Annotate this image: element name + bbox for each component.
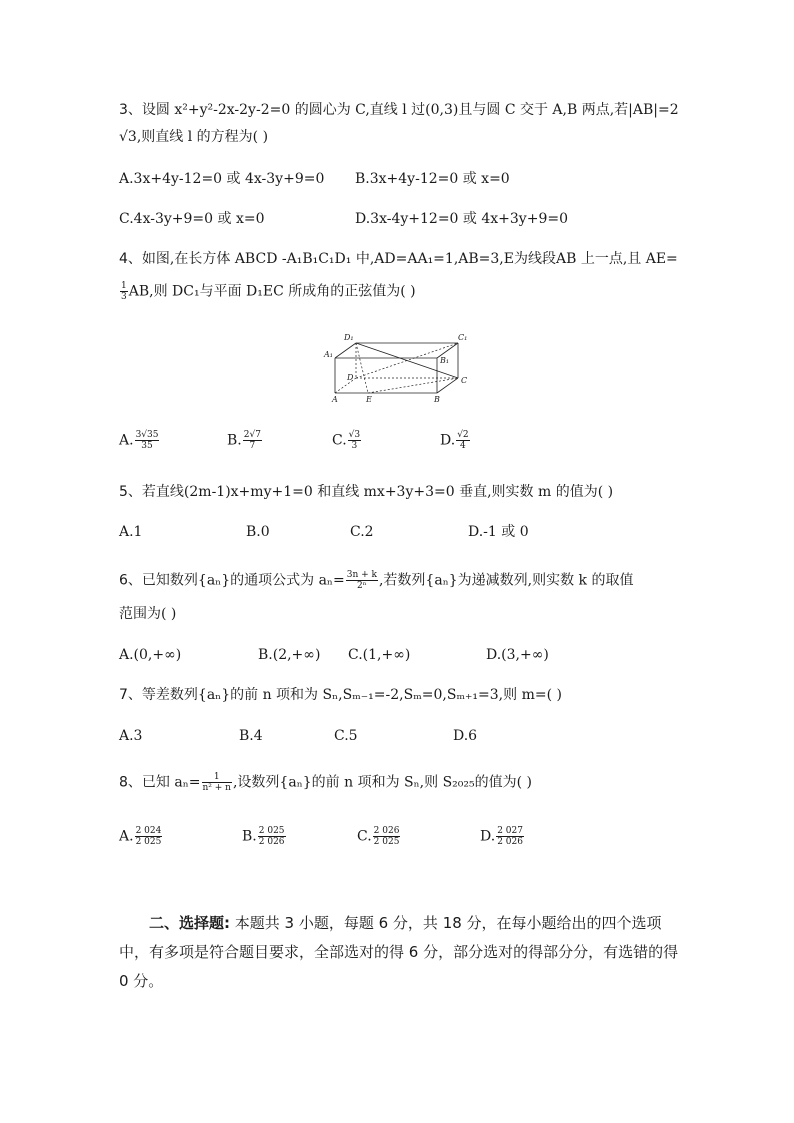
q8-option-b[interactable]: B. $\frac{2 025}{2 026}$	[242, 826, 285, 847]
q7-line1	[119, 686, 562, 704]
q4-number: 4、	[119, 251, 142, 267]
q8-option-c[interactable]: C. $\frac{2 026}{2 025}$	[357, 826, 400, 847]
q4-stem-2: AB,则 DC₁与平面 D₁EC 所成角的正弦值为( )	[128, 283, 416, 300]
q5-option-d[interactable]: D.-1 或 0	[468, 524, 529, 540]
q8-fraction: $\frac{1}{\text{n² + n}}$	[202, 772, 231, 793]
q6-stem-b: ,若数列{aₙ}为递减数列,则实数 k 的取值	[378, 572, 634, 589]
label-c1: C₁	[458, 333, 468, 342]
q5-option-b[interactable]: B.0	[246, 524, 270, 540]
q6-option-d[interactable]: D.(3,+∞)	[486, 647, 549, 663]
label-b: B	[434, 395, 440, 404]
q7-option-d[interactable]: D.6	[453, 728, 478, 744]
q3-stem-2: √3,则直线 l 的方程为( )	[119, 129, 269, 145]
label-c: C	[461, 376, 468, 385]
q7-option-b[interactable]: B.4	[239, 728, 263, 744]
q8-stem-b: ,设数列{aₙ}的前 n 项和为 Sₙ,则 S₂₀₂₅的值为( )	[232, 774, 532, 791]
q7-stem: 等差数列{aₙ}的前 n 项和为 Sₙ,Sₘ₋₁=-2,Sₘ=0,Sₘ₊₁=3,则 m=( )	[141, 687, 562, 703]
q4-line1	[119, 250, 678, 268]
q5-number: 5、	[119, 484, 142, 500]
q6-option-b[interactable]: B.(2,+∞)	[258, 647, 321, 663]
q4-line2	[119, 281, 416, 302]
q6-option-c[interactable]: C.(1,+∞)	[348, 647, 411, 663]
section-2-instructions	[119, 909, 679, 996]
q3-stem-1: 设圆 x²+y²-2x-2y-2=0 的圆心为 C,直线 l 过(0,3)且与圆 C 交于 A,B 两点,若|AB|=2	[141, 102, 679, 118]
q4-option-c[interactable]: C. $\frac{√3}{3}$	[332, 430, 361, 451]
q8-option-a[interactable]: A. $\frac{2 024}{2 025}$	[119, 826, 162, 847]
q6-number: 6、	[119, 572, 142, 589]
q3-option-c[interactable]: C.4x-3y+9=0 或 x=0	[119, 211, 265, 227]
q4-stem-1: 如图,在长方体 ABCD -A₁B₁C₁D₁ 中,AD=AA₁=1,AB=3,E为线段AB 上一点,且 AE=	[141, 251, 678, 267]
q6-fraction: $\frac{3n + k}{\text{2ⁿ}}$	[346, 570, 377, 591]
q3-option-b[interactable]: B.3x+4y-12=0 或 x=0	[355, 171, 510, 187]
q5-option-c[interactable]: C.2	[350, 524, 374, 540]
q7-option-a[interactable]: A.3	[119, 728, 143, 744]
q4-option-d[interactable]: D. $\frac{√2}{4}$	[440, 430, 469, 451]
label-b1: B₁	[440, 356, 450, 365]
q8-stem-a: 已知 aₙ=	[141, 774, 201, 791]
q3-option-a[interactable]: A.3x+4y-12=0 或 4x-3y+9=0	[119, 171, 325, 187]
q3-number: 3、	[119, 102, 142, 118]
q6-stem-2: 范围为( )	[119, 606, 177, 622]
section-2-text: 本题共 3 小题，每题 6 分，共 18 分，在每小题给出的四个选项中，有多项是符合题目要求，全部选对的得 6 分，部分选对的得部分分，有选错的得 0 分。	[119, 914, 679, 990]
label-a1: A₁	[324, 350, 333, 359]
q6-line1	[119, 570, 634, 591]
q7-option-c[interactable]: C.5	[334, 728, 358, 744]
q7-number: 7、	[119, 687, 142, 703]
q3-option-d[interactable]: D.3x-4y+12=0 或 4x+3y+9=0	[355, 211, 568, 227]
q8-line1	[119, 772, 532, 793]
q6-stem-a: 已知数列{aₙ}的通项公式为 aₙ=	[141, 572, 345, 589]
label-a: A	[332, 395, 338, 404]
label-d1: D₁	[344, 333, 354, 342]
q4-option-a[interactable]: A. $\frac{3√35}{35}$	[119, 430, 159, 451]
q5-option-a[interactable]: A.1	[119, 524, 143, 540]
q6-option-a[interactable]: A.(0,+∞)	[119, 647, 182, 663]
cuboid-figure	[318, 328, 478, 408]
q5-line1	[119, 483, 613, 501]
q8-number: 8、	[119, 774, 142, 791]
q8-option-d[interactable]: D. $\frac{2 027}{2 026}$	[480, 826, 523, 847]
q4-fraction: $\frac{1}{3}$	[121, 281, 127, 302]
section-2-heading: 二、选择题:	[149, 914, 230, 932]
q4-option-b[interactable]: B. $\frac{2√7}{7}$	[227, 430, 261, 451]
q5-stem: 若直线(2m-1)x+my+1=0 和直线 mx+3y+3=0 垂直,则实数 m 的值为( )	[141, 484, 614, 500]
label-e: E	[366, 395, 372, 404]
q3-line1	[119, 101, 679, 119]
label-d: D	[347, 373, 354, 382]
